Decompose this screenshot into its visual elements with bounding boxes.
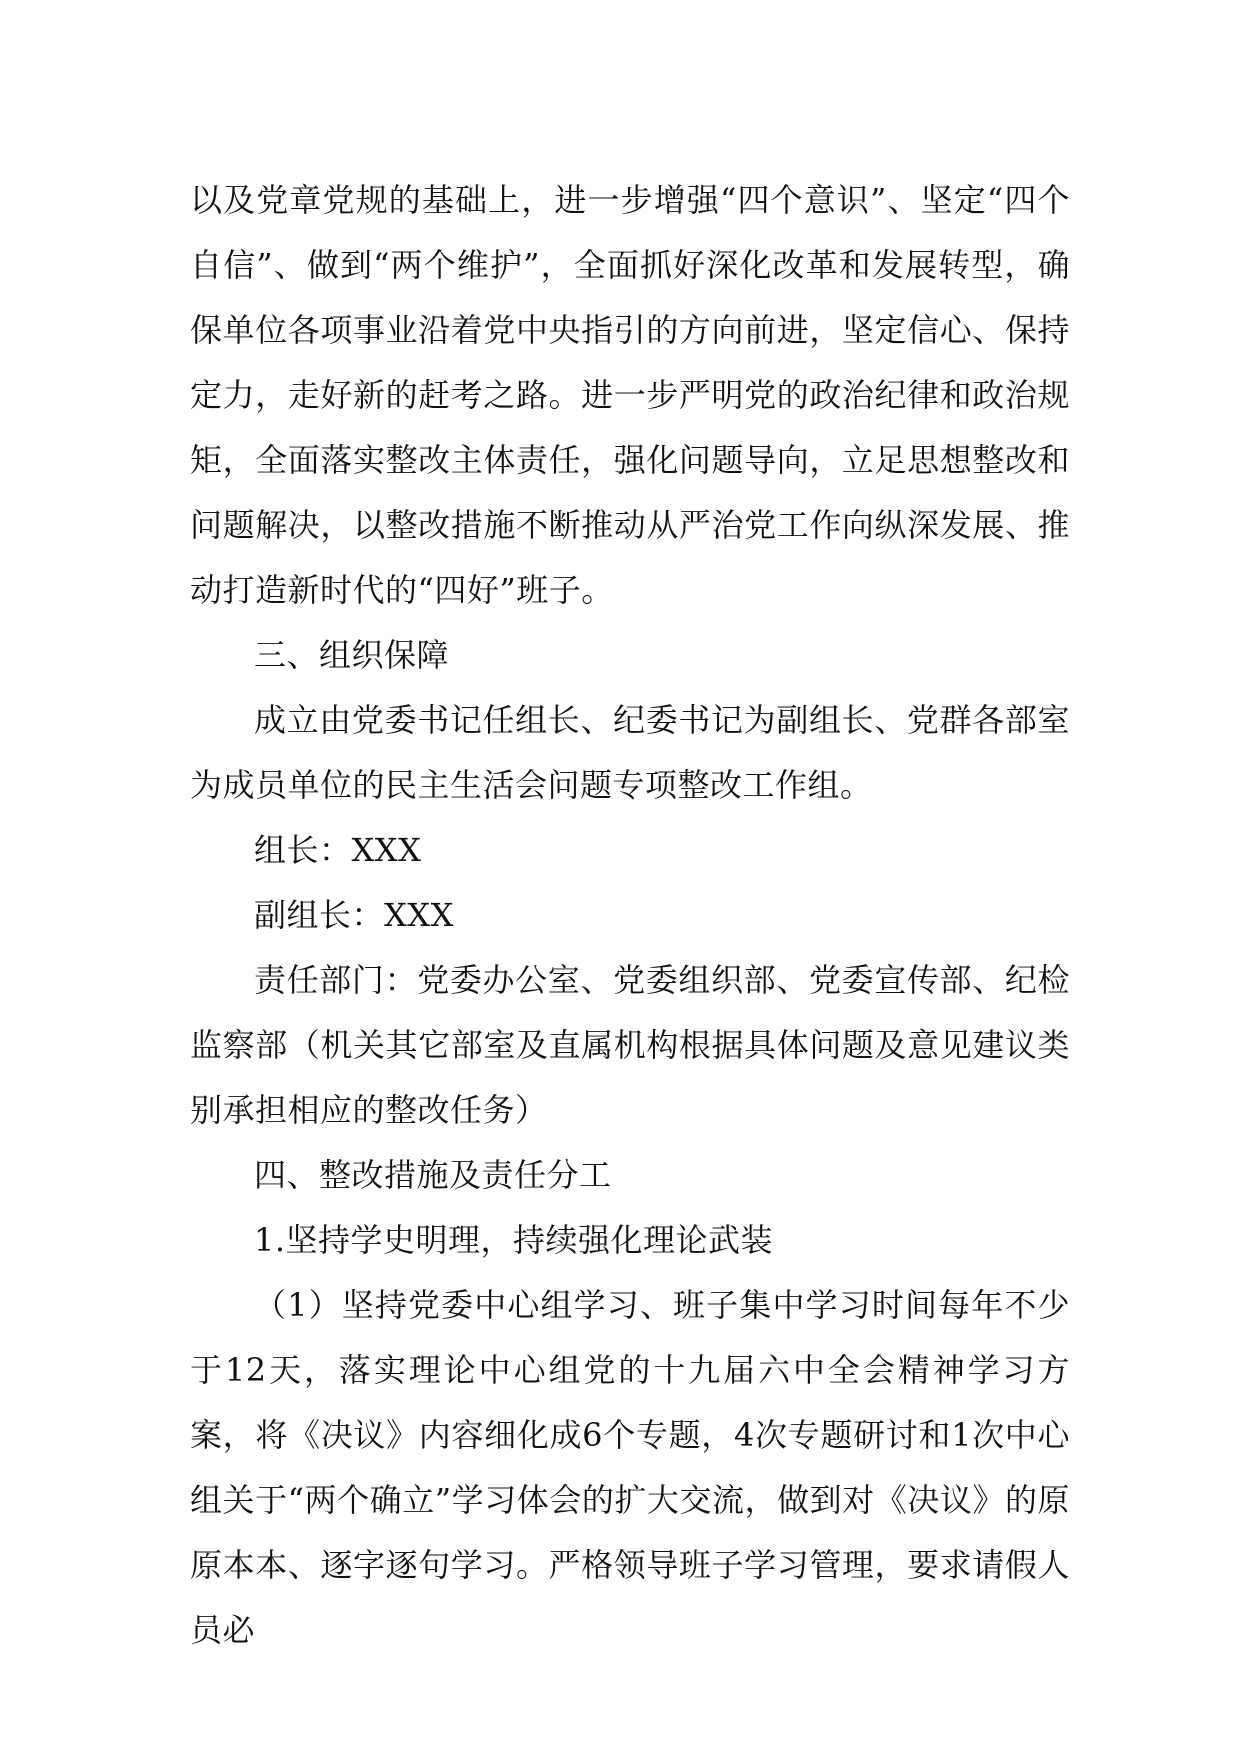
paragraph-group-leader: 组长：XXX <box>254 831 422 869</box>
section-heading-organization: 三、组织保障 <box>254 636 450 674</box>
subheading-theory-study: 1.坚持学史明理，持续强化理论武装 <box>254 1221 774 1259</box>
paragraph-deputy-leader: 副组长：XXX <box>254 896 454 934</box>
paragraph-responsible-departments: 责任部门：党委办公室、党委组织部、党委宣传部、纪检监察部（机关其它部室及直属机构根据具体问题及意见建议类别承担相应的整改任务） <box>190 961 1070 1129</box>
document-body <box>190 168 1070 1663</box>
section-heading-measures: 四、整改措施及责任分工 <box>254 1156 612 1194</box>
paragraph-continuation: 以及党章党规的基础上，进一步增强“四个意识”、坚定“四个自信”、做到“两个维护”，全面抓好深化改革和发展转型，确保单位各项事业沿着党中央指引的方向前进，坚定信心、保持定力，走好新的赶考之路。进一步严明党的政治纪律和政治规矩，全面落实整改主体责任，强化问题导向，立足思想整改和问题解决，以整改措施不断推动从严治党工作向纵深发展、推动打造新时代的“四好”班子。 <box>190 181 1070 609</box>
paragraph-study-item-1: （1）坚持党委中心组学习、班子集中学习时间每年不少于12天，落实理论中心组党的十九届六中全会精神学习方案，将《决议》内容细化成6个专题，4次专题研讨和1次中心组关于“两个确立”学习体会的扩大交流，做到对《决议》的原原本本、逐字逐句学习。严格领导班子学习管理，要求请假人员必 <box>190 1286 1070 1649</box>
paragraph-working-group: 成立由党委书记任组长、纪委书记为副组长、党群各部室为成员单位的民主生活会问题专项整改工作组。 <box>190 701 1070 804</box>
